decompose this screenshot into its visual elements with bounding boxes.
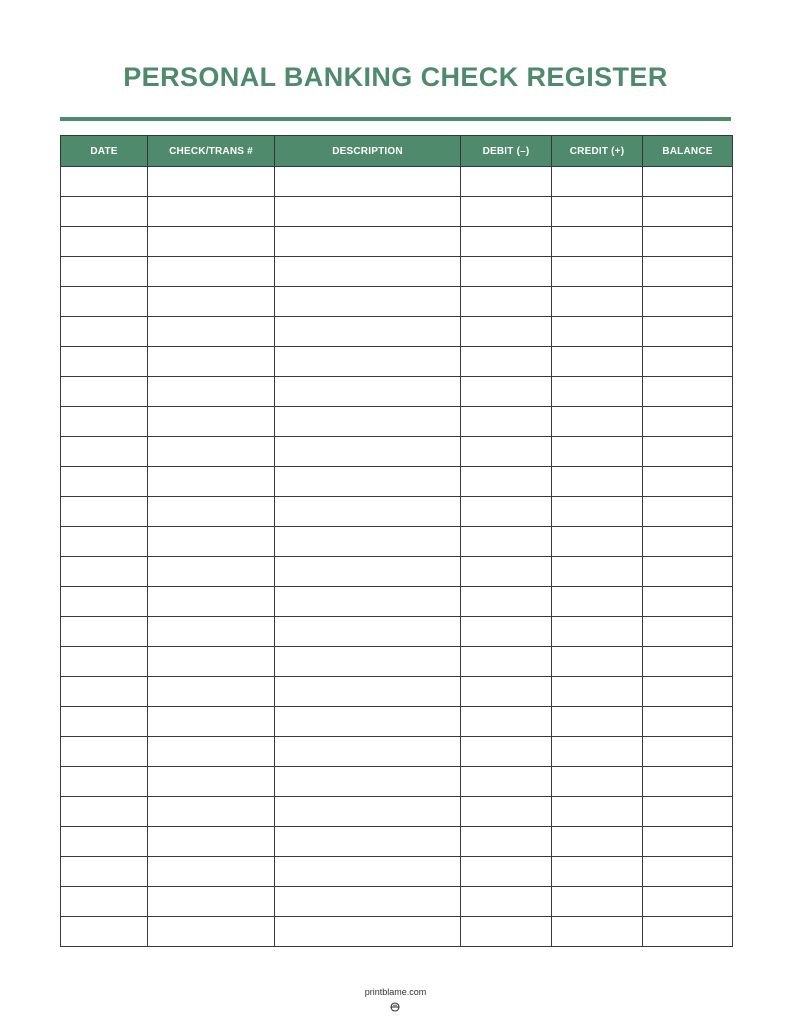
cell-debit: [461, 347, 552, 377]
cell-date: [61, 317, 148, 347]
cell-debit: [461, 167, 552, 197]
cell-credit: [552, 167, 643, 197]
cell-balance: [643, 557, 733, 587]
cell-date: [61, 497, 148, 527]
column-header-balance: BALANCE: [643, 136, 733, 167]
cell-date: [61, 677, 148, 707]
footer-website: printblame.com: [364, 987, 427, 997]
cell-balance: [643, 797, 733, 827]
cell-check-trans: [148, 737, 275, 767]
table-row: [61, 677, 733, 707]
cell-balance: [643, 227, 733, 257]
cell-balance: [643, 317, 733, 347]
cell-debit: [461, 827, 552, 857]
cell-description: [275, 467, 461, 497]
cell-balance: [643, 257, 733, 287]
cell-date: [61, 587, 148, 617]
cell-check-trans: [148, 887, 275, 917]
cell-description: [275, 887, 461, 917]
table-row: [61, 347, 733, 377]
cell-date: [61, 197, 148, 227]
cell-check-trans: [148, 647, 275, 677]
cell-description: [275, 167, 461, 197]
cell-credit: [552, 287, 643, 317]
cell-credit: [552, 737, 643, 767]
printblame-logo-icon: [390, 1002, 400, 1012]
cell-balance: [643, 647, 733, 677]
column-header-debit: DEBIT (–): [461, 136, 552, 167]
cell-debit: [461, 767, 552, 797]
cell-description: [275, 437, 461, 467]
column-header-credit: CREDIT (+): [552, 136, 643, 167]
cell-description: [275, 767, 461, 797]
cell-description: [275, 227, 461, 257]
cell-credit: [552, 917, 643, 947]
cell-credit: [552, 347, 643, 377]
table-row: [61, 857, 733, 887]
cell-credit: [552, 437, 643, 467]
table-row: [61, 767, 733, 797]
cell-date: [61, 707, 148, 737]
cell-debit: [461, 407, 552, 437]
cell-description: [275, 827, 461, 857]
cell-credit: [552, 527, 643, 557]
title-divider: [60, 117, 731, 121]
table-row: [61, 557, 733, 587]
cell-description: [275, 917, 461, 947]
table-row: [61, 797, 733, 827]
cell-credit: [552, 377, 643, 407]
table-row: [61, 587, 733, 617]
cell-balance: [643, 407, 733, 437]
cell-check-trans: [148, 467, 275, 497]
cell-date: [61, 857, 148, 887]
cell-balance: [643, 497, 733, 527]
check-register-table: [60, 135, 733, 947]
table-row: [61, 827, 733, 857]
cell-credit: [552, 797, 643, 827]
cell-date: [61, 437, 148, 467]
cell-check-trans: [148, 497, 275, 527]
cell-check-trans: [148, 587, 275, 617]
cell-debit: [461, 467, 552, 497]
cell-description: [275, 587, 461, 617]
cell-check-trans: [148, 617, 275, 647]
cell-credit: [552, 317, 643, 347]
cell-debit: [461, 917, 552, 947]
cell-description: [275, 287, 461, 317]
cell-balance: [643, 467, 733, 497]
table-row: [61, 317, 733, 347]
cell-credit: [552, 827, 643, 857]
cell-description: [275, 527, 461, 557]
cell-check-trans: [148, 767, 275, 797]
cell-balance: [643, 767, 733, 797]
cell-credit: [552, 257, 643, 287]
cell-check-trans: [148, 287, 275, 317]
cell-description: [275, 647, 461, 677]
cell-date: [61, 347, 148, 377]
cell-description: [275, 797, 461, 827]
table-row: [61, 497, 733, 527]
cell-date: [61, 527, 148, 557]
cell-debit: [461, 557, 552, 587]
cell-check-trans: [148, 167, 275, 197]
table-row: [61, 197, 733, 227]
cell-debit: [461, 437, 552, 467]
cell-credit: [552, 617, 643, 647]
table-row: [61, 737, 733, 767]
cell-date: [61, 407, 148, 437]
cell-description: [275, 377, 461, 407]
page-title: PERSONAL BANKING CHECK REGISTER: [123, 62, 668, 92]
cell-balance: [643, 737, 733, 767]
column-header-check-trans: CHECK/TRANS #: [148, 136, 275, 167]
cell-balance: [643, 197, 733, 227]
table-body: [61, 167, 733, 947]
table-row: [61, 377, 733, 407]
cell-balance: [643, 377, 733, 407]
cell-debit: [461, 257, 552, 287]
cell-balance: [643, 617, 733, 647]
cell-description: [275, 737, 461, 767]
cell-date: [61, 557, 148, 587]
cell-date: [61, 737, 148, 767]
cell-description: [275, 497, 461, 527]
cell-check-trans: [148, 347, 275, 377]
cell-date: [61, 617, 148, 647]
cell-date: [61, 797, 148, 827]
cell-credit: [552, 647, 643, 677]
cell-check-trans: [148, 197, 275, 227]
cell-check-trans: [148, 377, 275, 407]
cell-check-trans: [148, 797, 275, 827]
cell-credit: [552, 227, 643, 257]
cell-description: [275, 197, 461, 227]
cell-date: [61, 917, 148, 947]
cell-description: [275, 617, 461, 647]
cell-balance: [643, 347, 733, 377]
table-row: [61, 527, 733, 557]
cell-debit: [461, 197, 552, 227]
table-row: [61, 167, 733, 197]
cell-balance: [643, 887, 733, 917]
cell-credit: [552, 707, 643, 737]
cell-date: [61, 647, 148, 677]
cell-balance: [643, 917, 733, 947]
cell-debit: [461, 497, 552, 527]
cell-debit: [461, 317, 552, 347]
cell-balance: [643, 167, 733, 197]
cell-credit: [552, 857, 643, 887]
table-row: [61, 917, 733, 947]
cell-debit: [461, 227, 552, 257]
cell-balance: [643, 437, 733, 467]
cell-date: [61, 767, 148, 797]
cell-date: [61, 167, 148, 197]
cell-check-trans: [148, 707, 275, 737]
cell-date: [61, 287, 148, 317]
cell-debit: [461, 857, 552, 887]
cell-check-trans: [148, 857, 275, 887]
cell-description: [275, 347, 461, 377]
cell-credit: [552, 467, 643, 497]
cell-description: [275, 557, 461, 587]
cell-debit: [461, 287, 552, 317]
cell-debit: [461, 377, 552, 407]
cell-debit: [461, 737, 552, 767]
cell-credit: [552, 887, 643, 917]
cell-credit: [552, 767, 643, 797]
cell-check-trans: [148, 407, 275, 437]
cell-check-trans: [148, 437, 275, 467]
table-row: [61, 887, 733, 917]
cell-debit: [461, 887, 552, 917]
cell-check-trans: [148, 257, 275, 287]
cell-debit: [461, 587, 552, 617]
cell-check-trans: [148, 827, 275, 857]
column-header-description: DESCRIPTION: [275, 136, 461, 167]
cell-balance: [643, 587, 733, 617]
cell-date: [61, 827, 148, 857]
cell-check-trans: [148, 557, 275, 587]
table-row: [61, 287, 733, 317]
table-row: [61, 257, 733, 287]
table-row: [61, 467, 733, 497]
cell-credit: [552, 407, 643, 437]
cell-balance: [643, 857, 733, 887]
cell-date: [61, 467, 148, 497]
cell-balance: [643, 827, 733, 857]
cell-check-trans: [148, 917, 275, 947]
cell-check-trans: [148, 227, 275, 257]
cell-date: [61, 377, 148, 407]
cell-debit: [461, 527, 552, 557]
table-row: [61, 707, 733, 737]
table-row: [61, 407, 733, 437]
table-row: [61, 617, 733, 647]
cell-check-trans: [148, 677, 275, 707]
cell-date: [61, 887, 148, 917]
cell-description: [275, 407, 461, 437]
cell-credit: [552, 557, 643, 587]
cell-credit: [552, 197, 643, 227]
cell-check-trans: [148, 527, 275, 557]
cell-credit: [552, 677, 643, 707]
cell-balance: [643, 677, 733, 707]
cell-description: [275, 857, 461, 887]
table-row: [61, 227, 733, 257]
cell-debit: [461, 647, 552, 677]
cell-debit: [461, 797, 552, 827]
cell-credit: [552, 587, 643, 617]
cell-description: [275, 257, 461, 287]
cell-debit: [461, 617, 552, 647]
cell-date: [61, 257, 148, 287]
cell-date: [61, 227, 148, 257]
cell-description: [275, 317, 461, 347]
cell-check-trans: [148, 317, 275, 347]
table-header-row: [61, 136, 733, 167]
cell-description: [275, 677, 461, 707]
cell-balance: [643, 527, 733, 557]
cell-balance: [643, 287, 733, 317]
cell-debit: [461, 677, 552, 707]
cell-description: [275, 707, 461, 737]
cell-credit: [552, 497, 643, 527]
column-header-date: DATE: [61, 136, 148, 167]
table-row: [61, 647, 733, 677]
cell-balance: [643, 707, 733, 737]
cell-debit: [461, 707, 552, 737]
table-row: [61, 437, 733, 467]
